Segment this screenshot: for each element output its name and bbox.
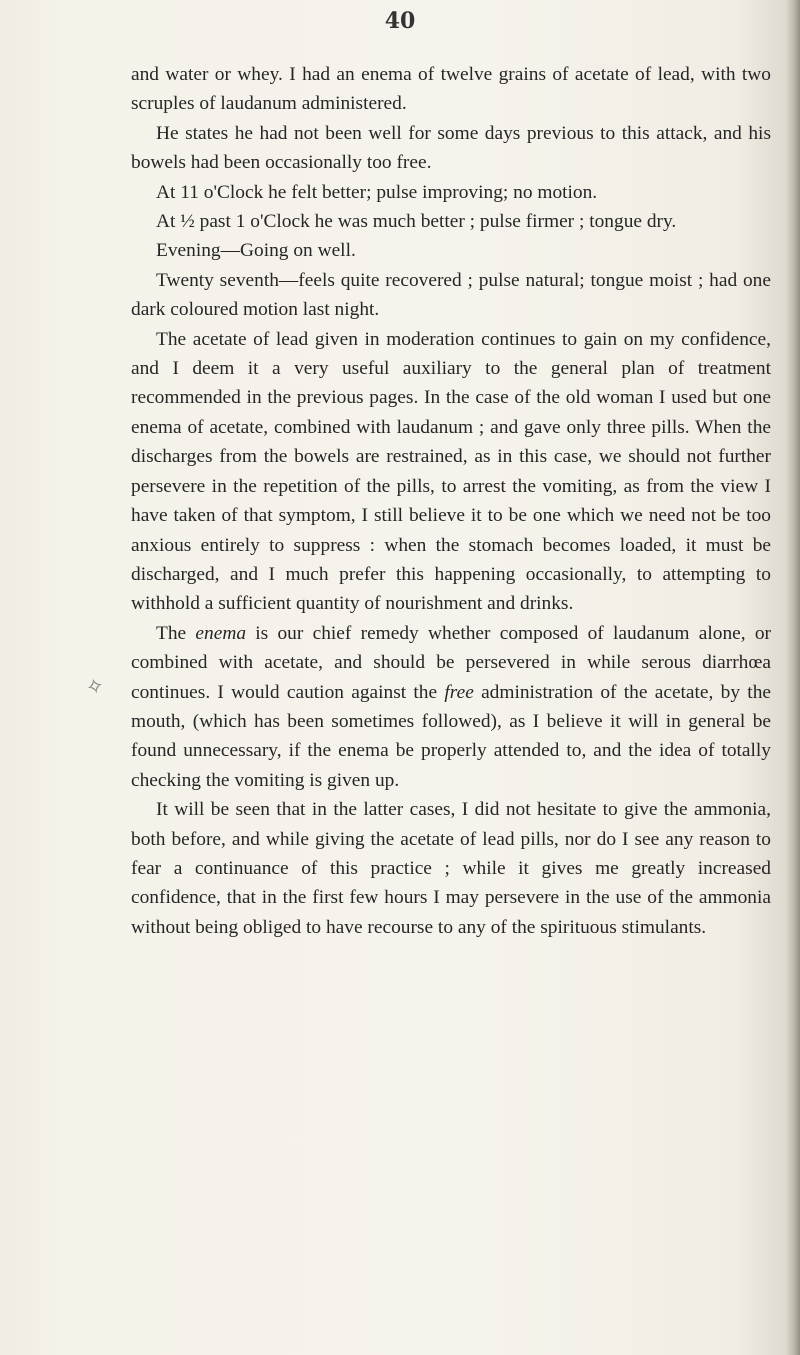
paragraph-p6: [131, 266, 771, 325]
paragraph-p9: [131, 795, 771, 942]
paragraph-p8: [131, 619, 771, 795]
text-run: At 11 o'Clock he felt better; pulse improving; no motion.: [156, 181, 598, 203]
text-run: He states he had not been well for some days previous to this attack, and his bowels had been occasionally too free.: [131, 122, 771, 174]
text-run: Twenty seventh—feels quite recovered ; pulse natural; tongue moist ; had one dark coloured motion last night.: [131, 269, 771, 321]
paragraph-p4: [131, 207, 771, 236]
text-run: Evening—Going on well.: [156, 240, 356, 262]
text-run: administration of the acetate, by the mouth, (which has been sometimes followed), as I believe it will in general be found unnecessary, if the enema be properly attended to, and the idea of totally checking the vomiting is given up.: [131, 681, 771, 791]
paragraph-p7: [131, 325, 771, 619]
page-edge-shadow: [786, 0, 800, 1355]
text-run: The: [156, 622, 196, 644]
text-run: is our chief remedy whether composed of laudanum alone, or combined with acetate, and should be persevered in while serous diarrhœa continues. I would caution against the: [131, 622, 772, 703]
text-run: The acetate of lead given in moderation continues to gain on my confidence, and I deem it a very useful auxiliary to the general plan of treatment recommended in the previous pages. In the case of the old woman I used but one enema of acetate, combined with laudanum ; and gave only three pills. When the discharges from the bowels are restrained, as in this case, we should not further persevere in the repetition of the pills, to arrest the vomiting, as from the view I have taken of that symptom, I still believe it to be one which we need not be too anxious entirely to suppress : when the stomach becomes loaded, it must be discharged, and I much prefer this happening occasionally, to attempting to withhold a sufficient quantity of nourishment and drinks.: [131, 328, 771, 615]
text-run: At ½ past 1 o'Clock he was much better ; pulse firmer ; tongue dry.: [156, 211, 677, 233]
page-number: 40: [384, 8, 416, 34]
italic-text: enema: [195, 622, 247, 644]
paragraph-p1: [131, 60, 771, 119]
italic-text: free: [444, 681, 474, 703]
paragraph-p2: [131, 119, 771, 178]
paragraph-p3: [131, 178, 771, 207]
paragraph-p5: [131, 236, 771, 265]
text-run: It will be seen that in the latter cases, I did not hesitate to give the ammonia, both before, and while giving the acetate of lead pills, nor do I see any reason to fear a continuance of this practice ; while it gives me greatly increased confidence, that in the first few hours I may persevere in the use of the ammonia without being obliged to have recourse to any of the spirituous stimulants.: [131, 799, 771, 938]
body-text: [131, 60, 771, 942]
text-run: and water or whey. I had an enema of twelve grains of acetate of lead, with two scruples of laudanum administered.: [131, 64, 771, 115]
ink-blot-mark: ✧: [83, 673, 108, 702]
